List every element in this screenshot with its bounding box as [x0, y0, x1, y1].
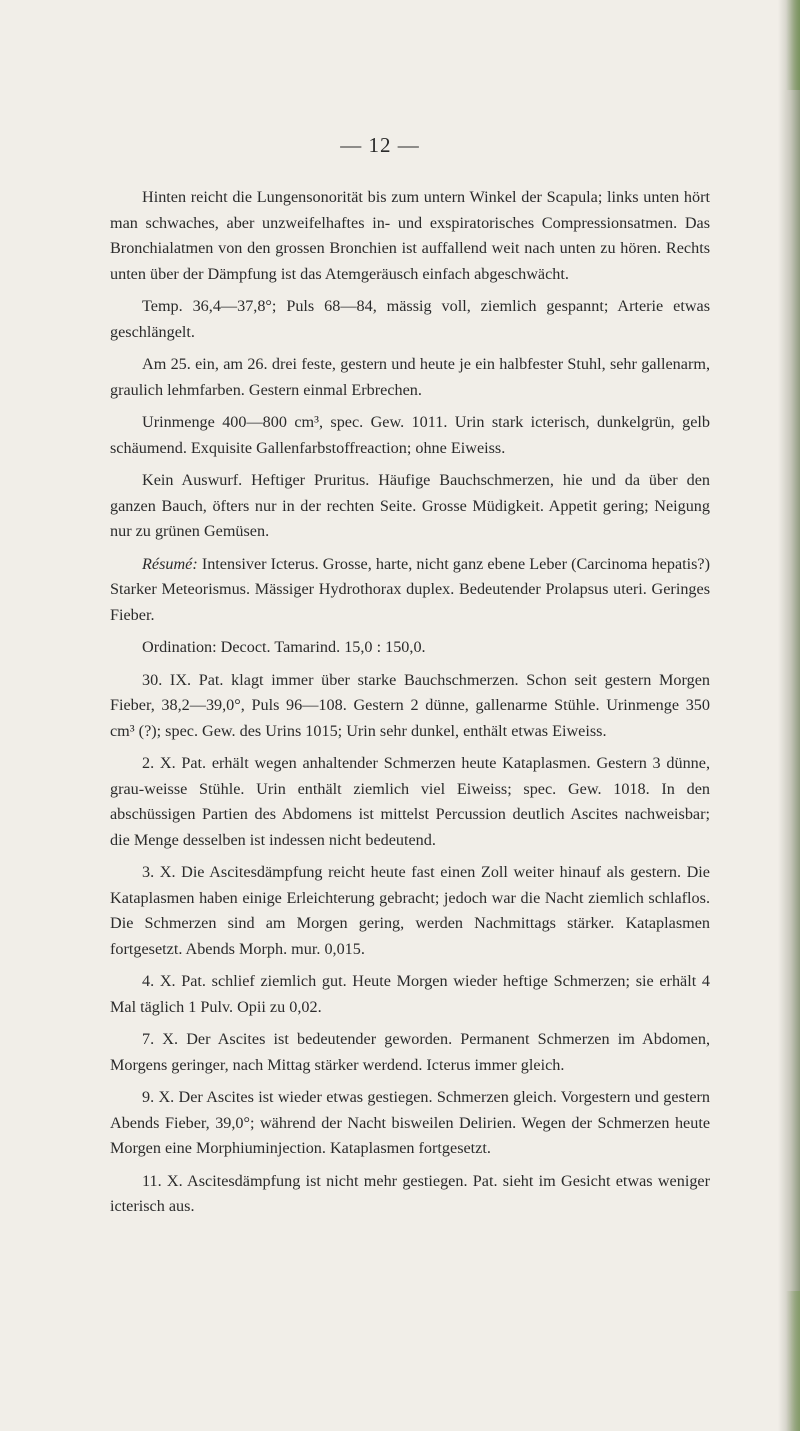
paragraph-entry-4-x: 4. X. Pat. schlief ziemlich gut. Heute Morgen wieder heftige Schmerzen; sie erhält 4 Mal täglich 1 Pulv. Opii zu 0,02.: [110, 972, 710, 1016]
paragraph-lung-findings: Hinten reicht die Lungensonorität bis zum untern Winkel der Scapula; links unten hört man schwaches, aber unzweifelhaftes in- und exspiratorisches Compressionsatmen. Das Bronchialatmen von den grossen Bronchien ist auffallend weit nach unten zu hören. Rechts unten über der Dämpfung ist das Atemgeräusch einfach abgeschwächt.: [110, 188, 710, 283]
paragraph-ordination: Ordination: Decoct. Tamarind. 15,0 : 150,0.: [142, 638, 426, 656]
paragraph-resume: Résumé: Intensiver Icterus. Grosse, harte, nicht ganz ebene Leber (Carcinoma hepatis?) Starker Meteorismus. Mässiger Hydrothorax duplex. Bedeutender Prolapsus uteri. Geringes Fieber.: [110, 554, 710, 624]
page-edge-stain-bottom: [786, 1291, 800, 1431]
page-binding-edge: [778, 0, 800, 1431]
paragraph-entry-9-x: 9. X. Der Ascites ist wieder etwas gestiegen. Schmerzen gleich. Vorgestern und gestern Abends Fieber, 39,0°; während der Nacht bisweilen Delirien. Wegen der Schmerzen heute Morgen eine Morphiuminjection. Kataplasmen fortgesetzt.: [110, 1088, 710, 1157]
paragraph-entry-30-ix: 30. IX. Pat. klagt immer über starke Bauchschmerzen. Schon seit gestern Morgen Fieber, 38,2—39,0°, Puls 96—108. Gestern 2 dünne, gallenarme Stühle. Urinmenge 350 cm³ (?); spec. Gew. des Urins 1015; Urin sehr dunkel, enthält etwas Eiweiss.: [110, 670, 710, 740]
paragraph-entry-2-x: 2. X. Pat. erhält wegen anhaltender Schmerzen heute Kataplasmen. Gestern 3 dünne, grau-weisse Stühle. Urin enthält ziemlich viel Eiweiss; spec. Gew. 1018. In den abschüssigen Partien des Abdomens ist mittelst Percussion deutlich Ascites nachweisbar; die Menge desselben ist indessen nicht bedeutend.: [110, 754, 710, 849]
paragraph-symptoms: Kein Auswurf. Heftiger Pruritus. Häufige Bauchschmerzen, hie und da über den ganzen Bauch, öfters nur in der rechten Seite. Grosse Müdigkeit. Appetit gering; Neigung nur zu grünen Gemüsen.: [110, 471, 710, 540]
page-body-text: [110, 185, 710, 1220]
paragraph-stool: Am 25. ein, am 26. drei feste, gestern und heute je ein halbfester Stuhl, sehr gallenarm, graulich lehmfarben. Gestern einmal Erbrechen.: [110, 355, 710, 399]
page-edge-stain-top: [786, 0, 800, 90]
paragraph-urine: Urinmenge 400—800 cm³, spec. Gew. 1011. Urin stark icterisch, dunkelgrün, gelb schäumend. Exquisite Gallenfarbstoffreaction; ohne Eiweiss.: [110, 413, 710, 457]
paragraph-entry-3-x: 3. X. Die Ascitesdämpfung reicht heute fast einen Zoll weiter hinauf als gestern. Die Kataplasmen haben einige Erleichterung gebracht; jedoch war die Nacht ziemlich schlaflos. Die Schmerzen sind am Morgen gering, werden Nachmittags stärker. Kataplasmen fortgesetzt. Abends Morph. mur. 0,015.: [110, 863, 710, 958]
paragraph-temperature-pulse: Temp. 36,4—37,8°; Puls 68—84, mässig voll, ziemlich gespannt; Arterie etwas geschlängelt.: [110, 297, 710, 341]
paragraph-entry-7-x: 7. X. Der Ascites ist bedeutender geworden. Permanent Schmerzen im Abdomen, Morgens geringer, nach Mittag stärker werdend. Icterus immer gleich.: [110, 1030, 710, 1074]
resume-label: Résumé:: [142, 554, 198, 573]
paragraph-entry-11-x: 11. X. Ascitesdämpfung ist nicht mehr gestiegen. Pat. sieht im Gesicht etwas weniger icterisch aus.: [110, 1171, 710, 1215]
page-number-header: — 12 —: [340, 133, 420, 157]
